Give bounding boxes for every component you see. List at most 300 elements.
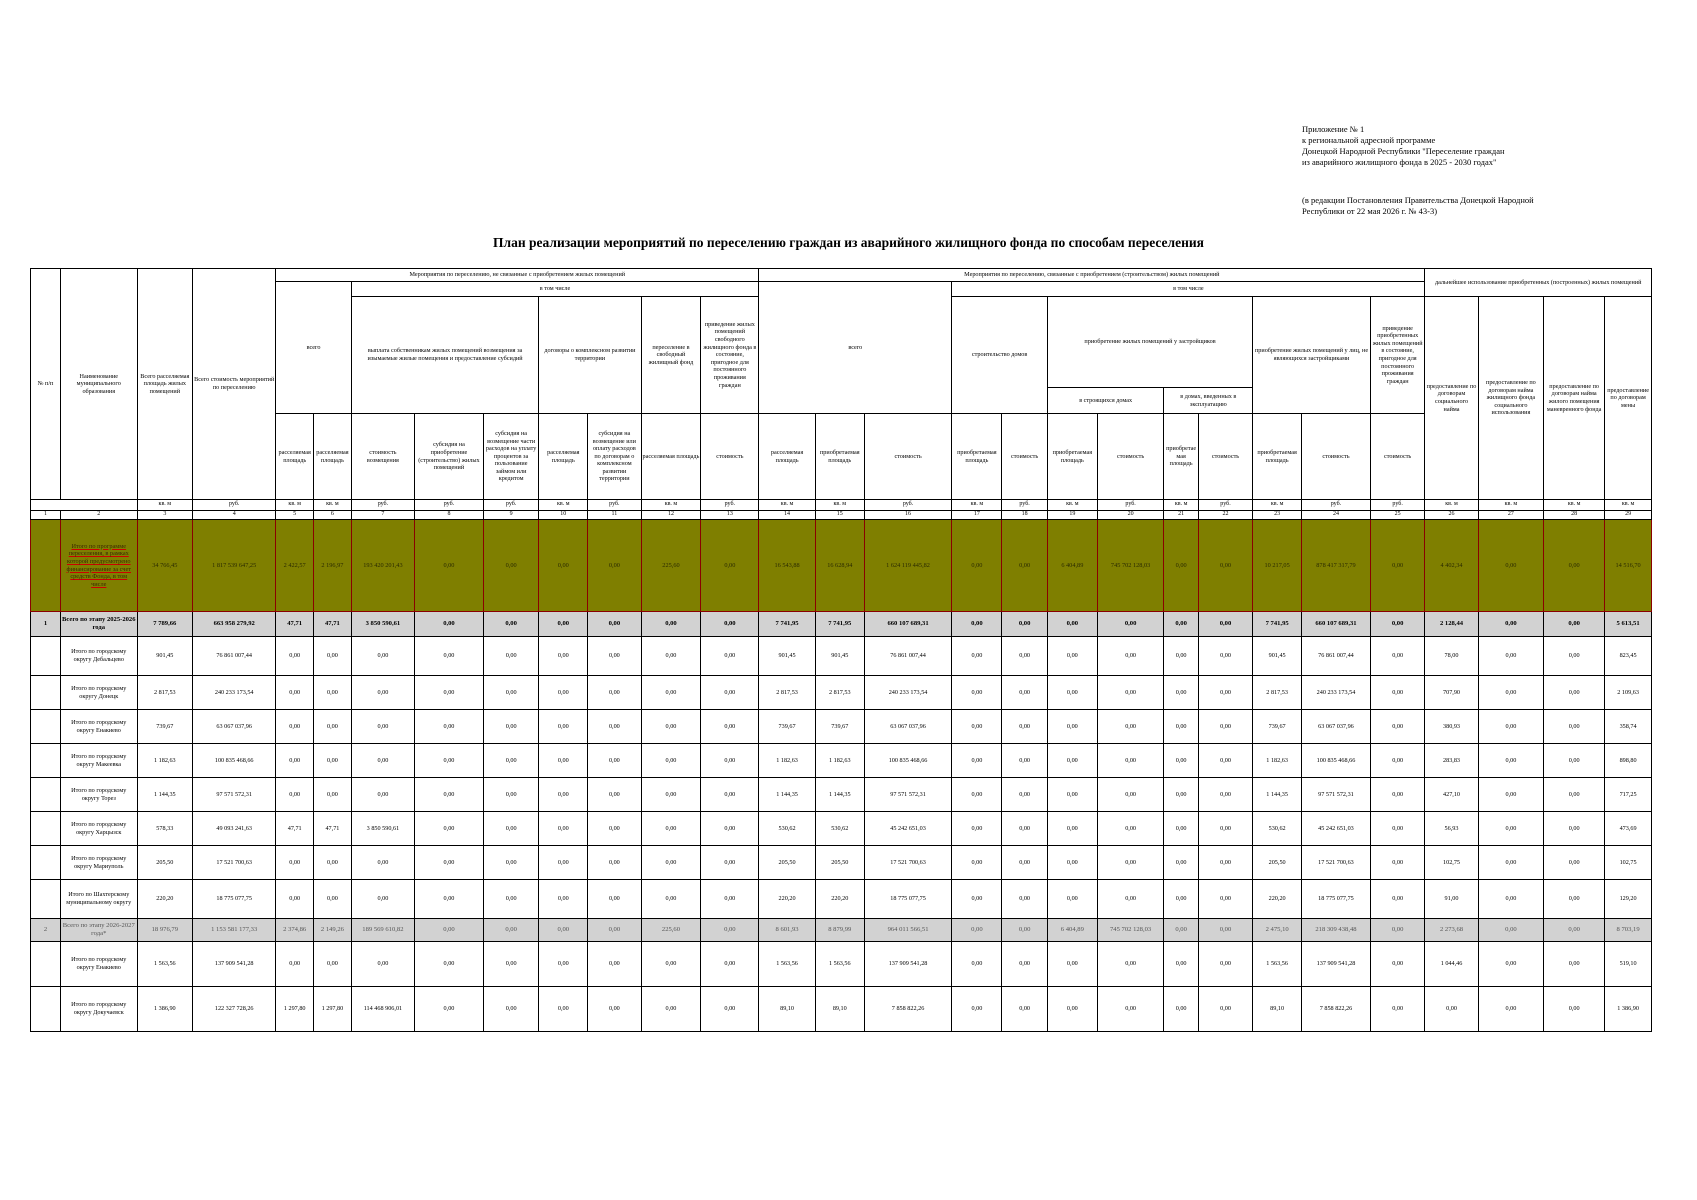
unit-cell: руб.	[1002, 500, 1048, 511]
cell-value: 0,00	[351, 846, 414, 880]
row-number	[31, 987, 61, 1032]
units-row	[31, 500, 1652, 511]
cell-value: 0,00	[539, 612, 588, 637]
cell-value: 823,45	[1605, 637, 1652, 676]
cell-value: 0,00	[1164, 710, 1198, 744]
unit-cell: кв. м	[641, 500, 701, 511]
cell-value: 0,00	[588, 637, 641, 676]
cell-value: 0,00	[641, 676, 701, 710]
cell-value: 0,00	[415, 637, 484, 676]
cell-value: 0,00	[701, 676, 759, 710]
cell-value: 0,00	[483, 942, 539, 987]
cell-value: 0,00	[415, 880, 484, 919]
cell-value: 8 703,19	[1605, 919, 1652, 942]
col-header: приобретаемая площадь	[1253, 414, 1302, 500]
cell-value: 0,00	[415, 612, 484, 637]
cell-value: 0,00	[351, 676, 414, 710]
cell-value: 0,00	[1097, 778, 1164, 812]
cell-value: 0,00	[1544, 778, 1605, 812]
cell-value: 0,00	[952, 880, 1002, 919]
cell-value: 0,00	[1198, 812, 1252, 846]
cell-value: 0,00	[701, 637, 759, 676]
cell-value: 0,00	[1198, 942, 1252, 987]
cell-value: 745 702 128,03	[1097, 919, 1164, 942]
cell-value: 0,00	[539, 744, 588, 778]
cell-value: 0,00	[483, 676, 539, 710]
cell-value: 0,00	[1047, 942, 1097, 987]
cell-value: 1 044,46	[1425, 942, 1478, 987]
cell-value: 0,00	[1002, 710, 1048, 744]
cell-value: 0,00	[1002, 676, 1048, 710]
table-row	[31, 880, 1652, 919]
cell-value: 0,00	[952, 942, 1002, 987]
cell-value: 0,00	[952, 812, 1002, 846]
cell-value: 8 879,99	[815, 919, 864, 942]
cell-value: 901,45	[137, 637, 193, 676]
header-g1-free: переселение в свободный жилищный фонд	[641, 297, 701, 414]
cell-value: 114 468 906,01	[351, 987, 414, 1032]
cell-value: 0,00	[415, 812, 484, 846]
cell-value: 0,00	[1164, 880, 1198, 919]
cell-value: 901,45	[1253, 637, 1302, 676]
cell-value: 0,00	[1164, 612, 1198, 637]
col-header: стоимость	[1370, 414, 1425, 500]
col-header: стоимость	[1002, 414, 1048, 500]
cell-value: 1 144,35	[137, 778, 193, 812]
cell-value: 0,00	[1097, 846, 1164, 880]
header-total-cost: Всего стоимость мероприятий по переселению	[193, 269, 276, 500]
cell-value: 1 182,63	[759, 744, 816, 778]
column-number: 14	[759, 511, 816, 520]
cell-value: 0,00	[1544, 744, 1605, 778]
cell-value: 240 233 173,54	[864, 676, 952, 710]
cell-value: 0,00	[1002, 637, 1048, 676]
cell-value: 0,00	[1198, 880, 1252, 919]
cell-value: 47,71	[314, 812, 352, 846]
cell-value: 0,00	[314, 778, 352, 812]
cell-value: 0,00	[1047, 676, 1097, 710]
cell-value: 1 386,90	[1605, 987, 1652, 1032]
cell-value: 0,00	[539, 987, 588, 1032]
cell-value: 0,00	[1370, 676, 1425, 710]
cell-value: 739,67	[815, 710, 864, 744]
cell-value: 16 543,88	[759, 520, 816, 612]
cell-value: 2 817,53	[815, 676, 864, 710]
cell-value: 0,00	[1198, 676, 1252, 710]
header-g3-maneuver: предоставление по договорам найма жилого помещения маневренного фонда	[1544, 297, 1605, 500]
cell-value: 0,00	[276, 676, 314, 710]
cell-value: 0,00	[1164, 520, 1198, 612]
cell-value: 240 233 173,54	[1302, 676, 1371, 710]
cell-value: 0,00	[1002, 919, 1048, 942]
cell-value: 14 516,70	[1605, 520, 1652, 612]
cell-value: 3 850 590,61	[351, 812, 414, 846]
appendix-line: Донецкой Народной Республики "Переселение граждан	[1302, 146, 1505, 156]
cell-value: 0,00	[1047, 880, 1097, 919]
cell-value: 0,00	[1164, 812, 1198, 846]
cell-value: 0,00	[1164, 942, 1198, 987]
cell-value: 0,00	[415, 520, 484, 612]
row-name: Итого по городскому округу Мариуполь	[60, 846, 137, 880]
cell-value: 0,00	[1425, 987, 1478, 1032]
cell-value: 0,00	[1097, 637, 1164, 676]
row-number	[31, 880, 61, 919]
cell-value: 220,20	[137, 880, 193, 919]
cell-value: 0,00	[641, 710, 701, 744]
cell-value: 0,00	[588, 919, 641, 942]
cell-value: 97 571 572,31	[864, 778, 952, 812]
program-total-row	[31, 520, 1652, 612]
cell-value: 0,00	[701, 942, 759, 987]
cell-value: 707,90	[1425, 676, 1478, 710]
unit-cell: кв. м	[1425, 500, 1478, 511]
cell-value: 0,00	[1544, 846, 1605, 880]
cell-value: 2 817,53	[137, 676, 193, 710]
cell-value: 1 182,63	[137, 744, 193, 778]
cell-value: 0,00	[641, 880, 701, 919]
cell-value: 0,00	[588, 744, 641, 778]
row-name: Итого по Шахтерскому муниципальному округу	[60, 880, 137, 919]
row-number	[31, 520, 61, 612]
cell-value: 0,00	[1370, 942, 1425, 987]
col-header: стоимость	[1097, 414, 1164, 500]
table-row	[31, 812, 1652, 846]
unit-cell: кв. м	[1605, 500, 1652, 511]
unit-cell: руб.	[1097, 500, 1164, 511]
cell-value: 0,00	[539, 637, 588, 676]
cell-value: 0,00	[701, 987, 759, 1032]
cell-value: 0,00	[1370, 880, 1425, 919]
cell-value: 17 521 700,63	[193, 846, 276, 880]
cell-value: 0,00	[276, 710, 314, 744]
col-header: расселяемая площадь	[276, 414, 314, 500]
col-header: субсидия на возмещение или оплату расходов по договорам о комплексном развитии территории	[588, 414, 641, 500]
cell-value: 0,00	[415, 710, 484, 744]
column-number: 20	[1097, 511, 1164, 520]
cell-value: 0,00	[1544, 637, 1605, 676]
cell-value: 0,00	[483, 846, 539, 880]
column-number: 4	[193, 511, 276, 520]
cell-value: 0,00	[1164, 846, 1198, 880]
cell-value: 0,00	[539, 812, 588, 846]
header-group3: дальнейшее использование приобретенных (построенных) жилых помещений	[1425, 269, 1652, 297]
cell-value: 220,20	[815, 880, 864, 919]
column-number: 7	[351, 511, 414, 520]
cell-value: 0,00	[1478, 676, 1543, 710]
cell-value: 1 182,63	[815, 744, 864, 778]
cell-value: 1 386,90	[137, 987, 193, 1032]
cell-value: 0,00	[1097, 880, 1164, 919]
column-number: 27	[1478, 511, 1543, 520]
column-number: 28	[1544, 511, 1605, 520]
cell-value: 739,67	[1253, 710, 1302, 744]
appendix-line: к региональной адресной программе	[1302, 135, 1436, 145]
unit-cell: кв. м	[1164, 500, 1198, 511]
cell-value: 76 861 007,44	[193, 637, 276, 676]
table-row	[31, 987, 1652, 1032]
edition-line: Республики от 22 мая 2026 г. № 43-3)	[1302, 206, 1438, 216]
cell-value: 0,00	[701, 612, 759, 637]
column-number: 8	[415, 511, 484, 520]
cell-value: 0,00	[952, 637, 1002, 676]
cell-value: 17 521 700,63	[864, 846, 952, 880]
header-g2-total: всего	[759, 282, 952, 414]
cell-value: 0,00	[701, 880, 759, 919]
cell-value: 0,00	[1097, 942, 1164, 987]
unit-cell: руб.	[193, 500, 276, 511]
cell-value: 0,00	[701, 520, 759, 612]
column-number: 6	[314, 511, 352, 520]
cell-value: 2 128,44	[1425, 612, 1478, 637]
unit-cell: руб.	[864, 500, 952, 511]
col-header: расселяемая площадь	[759, 414, 816, 500]
units-spacer	[31, 500, 138, 511]
cell-value: 0,00	[276, 846, 314, 880]
cell-value: 0,00	[1047, 812, 1097, 846]
cell-value: 0,00	[1198, 987, 1252, 1032]
cell-value: 18 775 077,75	[1302, 880, 1371, 919]
cell-value: 0,00	[483, 612, 539, 637]
col-header: приобретаемая площадь	[1164, 414, 1198, 500]
cell-value: 0,00	[483, 520, 539, 612]
header-group1: Мероприятия по переселению, не связанные с приобретением жилых помещений	[276, 269, 759, 282]
header-g1-contracts: договоры о комплексном развитии территории	[539, 297, 641, 414]
cell-value: 0,00	[539, 710, 588, 744]
cell-value: 427,10	[1425, 778, 1478, 812]
cell-value: 660 107 689,31	[1302, 612, 1371, 637]
cell-value: 78,00	[1425, 637, 1478, 676]
cell-value: 0,00	[1047, 710, 1097, 744]
cell-value: 100 835 468,66	[864, 744, 952, 778]
cell-value: 63 067 037,96	[864, 710, 952, 744]
cell-value: 0,00	[314, 744, 352, 778]
cell-value: 220,20	[759, 880, 816, 919]
header-npp: № п/п	[31, 269, 61, 500]
cell-value: 380,93	[1425, 710, 1478, 744]
cell-value: 0,00	[1002, 942, 1048, 987]
cell-value: 0,00	[483, 919, 539, 942]
cell-value: 1 297,80	[314, 987, 352, 1032]
cell-value: 0,00	[1478, 942, 1543, 987]
row-number	[31, 812, 61, 846]
cell-value: 0,00	[483, 637, 539, 676]
cell-value: 2 817,53	[759, 676, 816, 710]
cell-value: 358,74	[1605, 710, 1652, 744]
cell-value: 0,00	[276, 942, 314, 987]
cell-value: 225,60	[641, 520, 701, 612]
column-numbers-row	[31, 511, 1652, 520]
cell-value: 1 563,56	[759, 942, 816, 987]
row-name: Итого по городскому округу Докучаевск	[60, 987, 137, 1032]
cell-value: 1 144,35	[815, 778, 864, 812]
column-number: 29	[1605, 511, 1652, 520]
cell-value: 6 404,89	[1047, 919, 1097, 942]
table-row	[31, 778, 1652, 812]
cell-value: 0,00	[539, 846, 588, 880]
row-name: Итого по городскому округу Енакиево	[60, 942, 137, 987]
col-header: стоимость	[701, 414, 759, 500]
cell-value: 0,00	[1198, 520, 1252, 612]
unit-cell: руб.	[1302, 500, 1371, 511]
cell-value: 0,00	[1370, 520, 1425, 612]
unit-cell: кв. м	[1253, 500, 1302, 511]
cell-value: 218 309 438,48	[1302, 919, 1371, 942]
column-number: 22	[1198, 511, 1252, 520]
cell-value: 129,20	[1605, 880, 1652, 919]
cell-value: 0,00	[1544, 520, 1605, 612]
cell-value: 0,00	[952, 987, 1002, 1032]
cell-value: 97 571 572,31	[1302, 778, 1371, 812]
column-number: 12	[641, 511, 701, 520]
column-number: 3	[137, 511, 193, 520]
cell-value: 473,69	[1605, 812, 1652, 846]
cell-value: 0,00	[588, 612, 641, 637]
cell-value: 0,00	[1198, 744, 1252, 778]
cell-value: 660 107 689,31	[864, 612, 952, 637]
cell-value: 2 475,10	[1253, 919, 1302, 942]
column-number: 16	[864, 511, 952, 520]
cell-value: 91,00	[1425, 880, 1478, 919]
cell-value: 7 789,66	[137, 612, 193, 637]
cell-value: 189 569 610,82	[351, 919, 414, 942]
unit-cell: кв. м	[539, 500, 588, 511]
unit-cell: руб.	[701, 500, 759, 511]
cell-value: 0,00	[588, 676, 641, 710]
cell-value: 0,00	[701, 812, 759, 846]
cell-value: 137 909 541,28	[193, 942, 276, 987]
cell-value: 0,00	[1047, 637, 1097, 676]
cell-value: 0,00	[1370, 778, 1425, 812]
col-header: стоимость	[864, 414, 952, 500]
row-number	[31, 710, 61, 744]
cell-value: 89,10	[1253, 987, 1302, 1032]
cell-value: 0,00	[1047, 987, 1097, 1032]
row-number: 1	[31, 612, 61, 637]
cell-value: 225,60	[641, 919, 701, 942]
cell-value: 1 182,63	[1253, 744, 1302, 778]
cell-value: 1 563,56	[815, 942, 864, 987]
header-g1-payment: выплата собственникам жилых помещений возмещения за изымаемые жилые помещения и предоставление субсидий	[351, 297, 539, 414]
unit-cell: кв. м	[952, 500, 1002, 511]
cell-value: 0,00	[1370, 612, 1425, 637]
cell-value: 137 909 541,28	[1302, 942, 1371, 987]
header-g3-social: предоставление по договорам социального найма	[1425, 297, 1478, 500]
cell-value: 0,00	[1164, 987, 1198, 1032]
cell-value: 0,00	[415, 846, 484, 880]
cell-value: 530,62	[759, 812, 816, 846]
table-row	[31, 612, 1652, 637]
cell-value: 0,00	[952, 919, 1002, 942]
cell-value: 0,00	[1478, 778, 1543, 812]
cell-value: 0,00	[1478, 612, 1543, 637]
unit-cell: кв. м	[314, 500, 352, 511]
row-name: Итого по городскому округу Макеевка	[60, 744, 137, 778]
cell-value: 0,00	[588, 846, 641, 880]
header-g2-devs: приобретение жилых помещений у застройщиков	[1047, 297, 1252, 388]
cell-value: 0,00	[701, 846, 759, 880]
cell-value: 7 741,95	[759, 612, 816, 637]
column-number: 11	[588, 511, 641, 520]
cell-value: 7 741,95	[815, 612, 864, 637]
cell-value: 0,00	[588, 812, 641, 846]
col-header: приобретаемая площадь	[1047, 414, 1097, 500]
cell-value: 1 563,56	[1253, 942, 1302, 987]
cell-value: 122 327 728,26	[193, 987, 276, 1032]
cell-value: 0,00	[1544, 710, 1605, 744]
cell-value: 0,00	[1478, 846, 1543, 880]
table-row	[31, 846, 1652, 880]
cell-value: 193 420 201,43	[351, 520, 414, 612]
appendix-line: из аварийного жилищного фонда в 2025 - 2030 годах"	[1302, 157, 1497, 167]
cell-value: 739,67	[759, 710, 816, 744]
cell-value: 205,50	[759, 846, 816, 880]
column-number: 9	[483, 511, 539, 520]
cell-value: 0,00	[952, 520, 1002, 612]
cell-value: 0,00	[1002, 778, 1048, 812]
table-row	[31, 919, 1652, 942]
cell-value: 205,50	[137, 846, 193, 880]
cell-value: 2 817,53	[1253, 676, 1302, 710]
cell-value: 63 067 037,96	[193, 710, 276, 744]
cell-value: 0,00	[314, 846, 352, 880]
cell-value: 0,00	[701, 778, 759, 812]
col-header: субсидия на приобретение (строительство) жилых помещений	[415, 414, 484, 500]
col-header: расселяемая площадь	[539, 414, 588, 500]
cell-value: 0,00	[1002, 846, 1048, 880]
column-number: 25	[1370, 511, 1425, 520]
row-name: Всего по этапу 2025-2026 года	[60, 612, 137, 637]
cell-value: 0,00	[1002, 744, 1048, 778]
cell-value: 56,93	[1425, 812, 1478, 846]
cell-value: 0,00	[1097, 812, 1164, 846]
column-number: 24	[1302, 511, 1371, 520]
column-number: 2	[60, 511, 137, 520]
cell-value: 0,00	[483, 744, 539, 778]
cell-value: 0,00	[415, 919, 484, 942]
cell-value: 1 144,35	[759, 778, 816, 812]
cell-value: 0,00	[1198, 612, 1252, 637]
cell-value: 0,00	[539, 676, 588, 710]
table-body	[31, 612, 1652, 1032]
row-number	[31, 846, 61, 880]
cell-value: 0,00	[1544, 880, 1605, 919]
cell-value: 34 766,45	[137, 520, 193, 612]
cell-value: 0,00	[1002, 880, 1048, 919]
cell-value: 0,00	[1478, 880, 1543, 919]
cell-value: 102,75	[1605, 846, 1652, 880]
unit-cell: кв. м	[1544, 500, 1605, 511]
unit-cell: руб.	[483, 500, 539, 511]
cell-value: 0,00	[483, 880, 539, 919]
cell-value: 0,00	[1370, 919, 1425, 942]
cell-value: 0,00	[276, 778, 314, 812]
cell-value: 0,00	[1198, 637, 1252, 676]
table-row	[31, 637, 1652, 676]
cell-value: 2 196,97	[314, 520, 352, 612]
column-number: 17	[952, 511, 1002, 520]
cell-value: 0,00	[276, 880, 314, 919]
cell-value: 1 297,80	[276, 987, 314, 1032]
cell-value: 0,00	[539, 942, 588, 987]
row-name: Всего по этапу 2026-2027 года*	[60, 919, 137, 942]
header-total-area: Всего расселяемая площадь жилых помещений	[137, 269, 193, 500]
header-name: Наименование муниципального образования	[60, 269, 137, 500]
cell-value: 0,00	[539, 520, 588, 612]
edition-line: (в редакции Постановления Правительства Донецкой Народной	[1302, 195, 1534, 205]
cell-value: 100 835 468,66	[193, 744, 276, 778]
cell-value: 0,00	[483, 710, 539, 744]
cell-value: 0,00	[1478, 987, 1543, 1032]
